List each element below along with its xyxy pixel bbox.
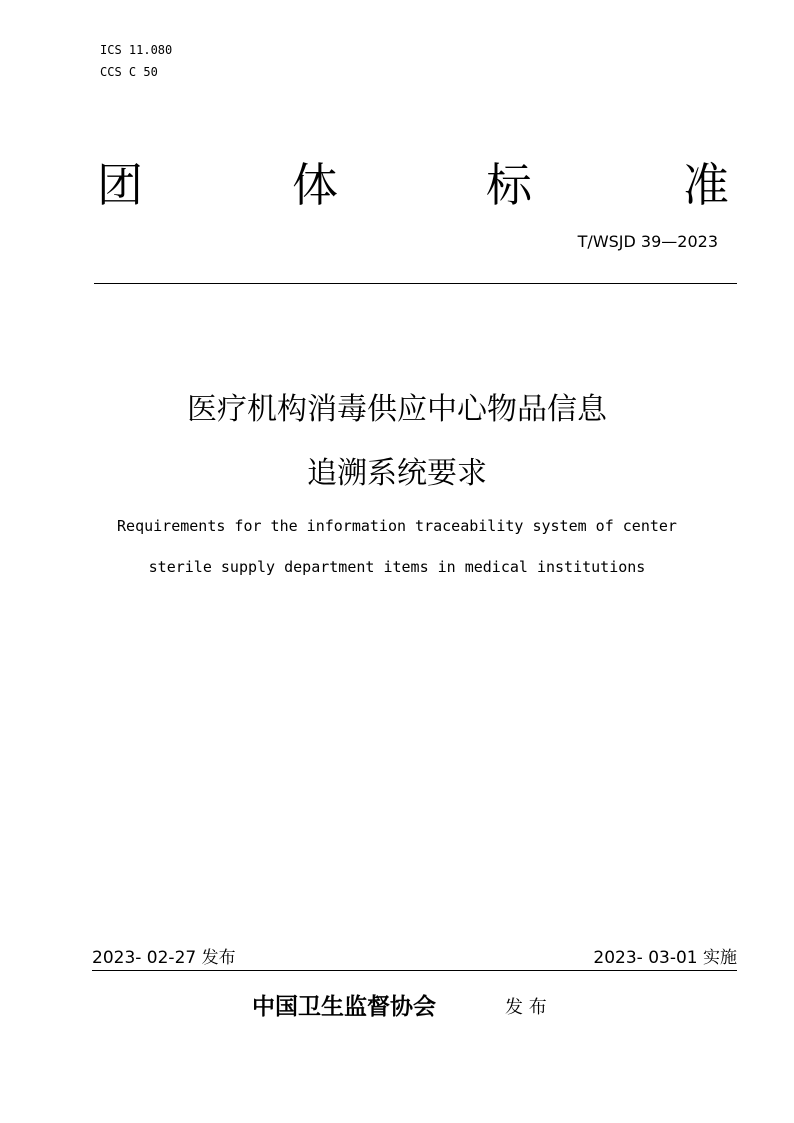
standard-number: T/WSJD 39—2023 (577, 232, 718, 251)
standard-type-char-1: 团 (97, 158, 143, 212)
standard-type-char-4: 准 (683, 158, 729, 212)
implement-date: 2023- 03-01 实施 (593, 948, 737, 968)
title-english-line-2: sterile supply department items in medical institutions (148, 558, 646, 576)
ccs-code: CCS C 50 (100, 65, 158, 79)
standard-type-char-3: 标 (486, 158, 532, 212)
publish-date: 2023- 02-27 发布 (92, 948, 236, 968)
issuer-name: 中国卫生监督协会 (252, 993, 436, 1020)
bottom-divider (92, 970, 737, 971)
standard-type-char-2: 体 (292, 158, 338, 212)
ics-code: ICS 11.080 (100, 43, 173, 57)
title-chinese-line-1: 医疗机构消毒供应中心物品信息 (187, 392, 607, 427)
top-divider (94, 283, 737, 284)
title-english-line-1: Requirements for the information traceability system of center (117, 517, 677, 535)
title-chinese-line-2: 追溯系统要求 (307, 456, 487, 491)
issued-label: 发 布 (505, 997, 547, 1018)
